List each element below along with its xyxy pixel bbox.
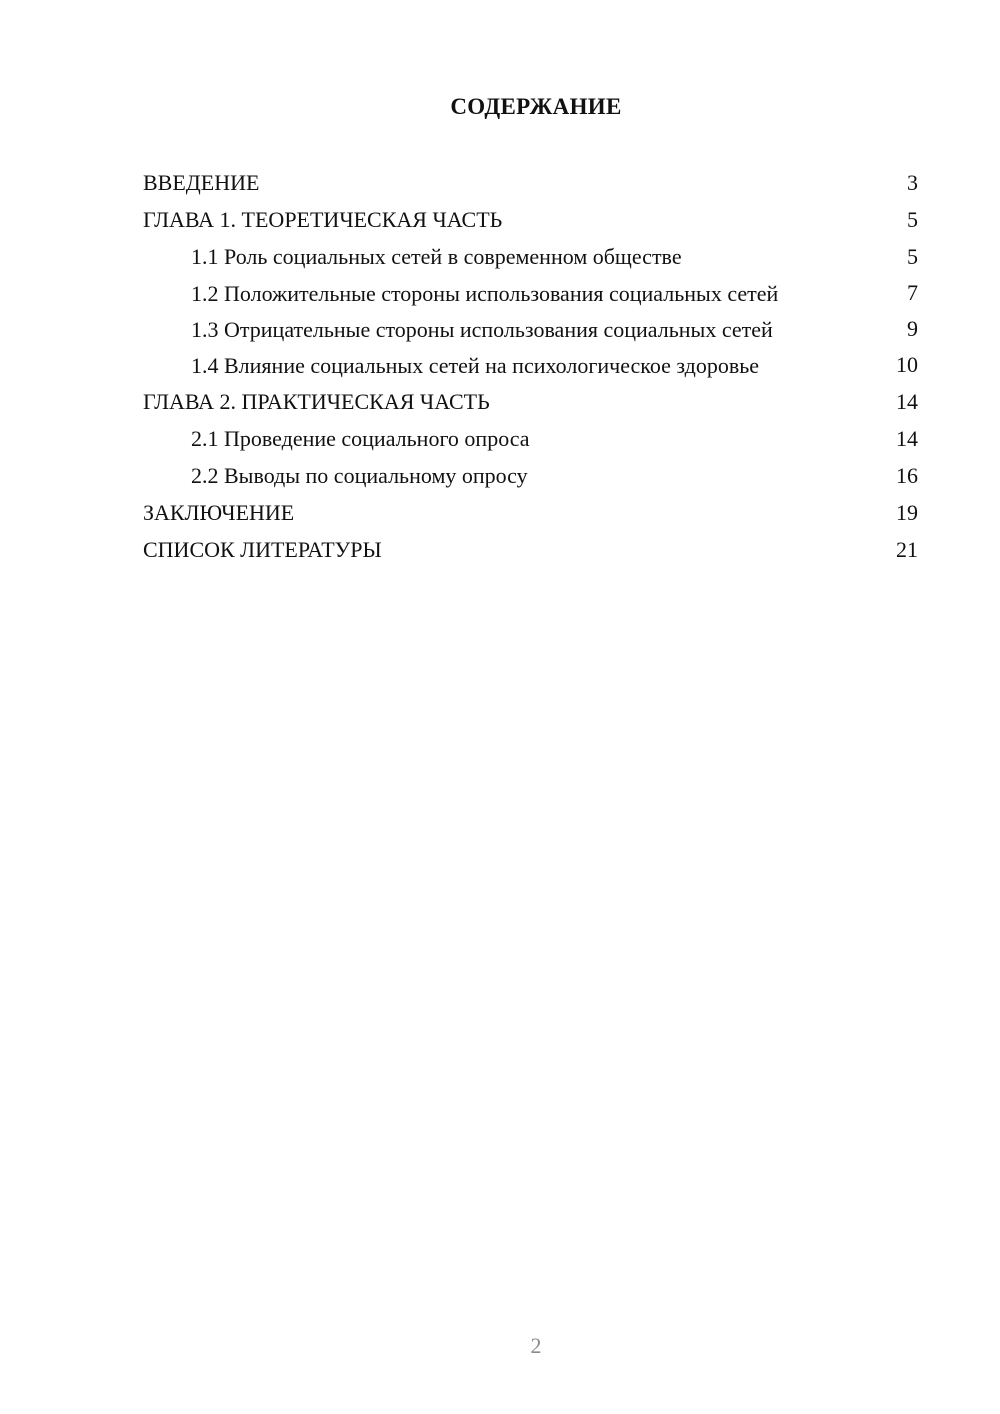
toc-item-section-2-1[interactable] <box>143 425 918 453</box>
toc-item-label: СПИСОК ЛИТЕРАТУРЫ <box>143 537 382 562</box>
toc-item-conclusion[interactable] <box>143 499 918 527</box>
toc-item-page: 10 <box>896 352 918 377</box>
toc-item-page: 5 <box>907 244 918 269</box>
toc-item-section-1-4[interactable] <box>143 352 918 379</box>
toc-item-references[interactable] <box>143 536 918 564</box>
toc-item-page: 16 <box>896 463 918 488</box>
toc-item-section-1-1[interactable] <box>143 243 918 271</box>
toc-item-section-1-2[interactable] <box>143 280 918 307</box>
toc-item-label: 1.2 Положительные стороны использования социальных сетей <box>191 281 779 306</box>
toc-item-chapter-2[interactable] <box>143 388 918 416</box>
toc-item-section-1-3[interactable] <box>143 316 918 343</box>
toc-item-label: ВВЕДЕНИЕ <box>143 170 260 195</box>
toc-item-page: 19 <box>896 500 918 525</box>
toc-item-page: 7 <box>907 280 918 305</box>
toc-item-label: ЗАКЛЮЧЕНИЕ <box>143 500 295 525</box>
toc-item-label: 1.3 Отрицательные стороны использования социальных сетей <box>191 317 773 342</box>
toc-item-introduction[interactable] <box>143 169 918 197</box>
toc-item-section-2-2[interactable] <box>143 462 918 490</box>
toc-item-label: 2.1 Проведение социального опроса <box>191 426 530 451</box>
toc-item-label: 1.1 Роль социальных сетей в современном обществе <box>191 244 682 269</box>
toc-item-page: 3 <box>907 170 918 195</box>
toc-item-page: 5 <box>907 207 918 232</box>
toc-item-page: 14 <box>896 426 918 451</box>
toc-item-page: 9 <box>907 316 918 341</box>
toc-item-label: ГЛАВА 1. ТЕОРЕТИЧЕСКАЯ ЧАСТЬ <box>143 207 503 232</box>
toc-item-label: ГЛАВА 2. ПРАКТИЧЕСКАЯ ЧАСТЬ <box>143 389 490 414</box>
toc-item-chapter-1[interactable] <box>143 206 918 234</box>
table-of-contents <box>143 169 918 573</box>
toc-item-page: 21 <box>896 537 918 562</box>
toc-item-label: 1.4 Влияние социальных сетей на психологическое здоровье <box>191 353 760 378</box>
toc-item-label: 2.2 Выводы по социальному опросу <box>191 463 528 488</box>
page-title: СОДЕРЖАНИЕ <box>450 94 622 119</box>
toc-item-page: 14 <box>896 389 918 414</box>
page-number: 2 <box>530 1333 542 1358</box>
